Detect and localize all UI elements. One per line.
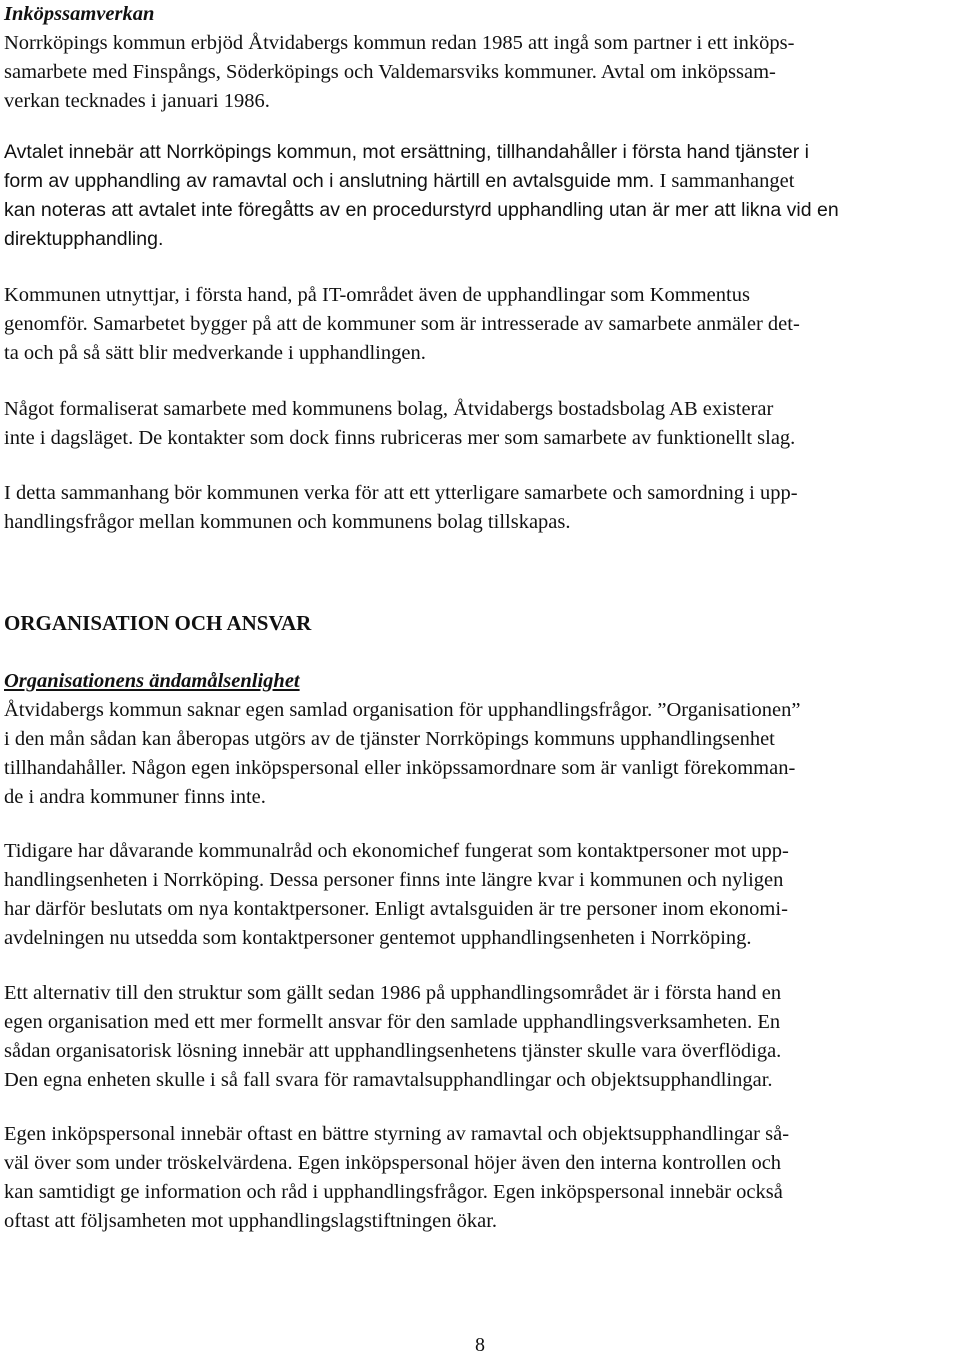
paragraph-6	[4, 696, 954, 812]
text-line: avdelningen nu utsedda som kontaktpersoner gentemot upphandlingsenheten i Norrköping.	[4, 927, 752, 949]
text-line: kan samtidigt ge information och råd i upphandlingsfrågor. Egen inköpspersonal innebär också	[4, 1181, 783, 1203]
text-line: Något formaliserat samarbete med kommunens bolag, Åtvidabergs bostadsbolag AB existerar	[4, 398, 774, 420]
text-line: handlingsfrågor mellan kommunen och kommunens bolag tillskapas.	[4, 511, 571, 533]
text-line: inte i dagsläget. De kontakter som dock finns rubriceras mer som samarbete av funktionellt slag.	[4, 427, 796, 449]
text-line: ta och på så sätt blir medverkande i upphandlingen.	[4, 342, 426, 364]
text-line: direktupphandling.	[4, 228, 164, 250]
text-segment: form av upphandling av ramavtal och i anslutning härtill en avtalsguide mm.	[4, 170, 655, 192]
text-line: Tidigare har dåvarande kommunalråd och ekonomichef fungerat som kontaktpersoner mot upp-	[4, 840, 789, 862]
section-heading-inkopssamverkan: Inköpssamverkan	[4, 3, 155, 25]
text-line-mixed	[4, 167, 954, 196]
paragraph-5	[4, 479, 954, 537]
text-segment-serif: I sammanhanget	[654, 170, 795, 192]
paragraph-2	[4, 138, 954, 254]
paragraph-4	[4, 395, 954, 453]
page-number: 8	[475, 1334, 485, 1356]
paragraph-1	[4, 29, 954, 116]
text-line: verkan tecknades i januari 1986.	[4, 90, 270, 112]
text-line: Ett alternativ till den struktur som gällt sedan 1986 på upphandlingsområdet är i första hand en	[4, 982, 782, 1004]
text-line: Norrköpings kommun erbjöd Åtvidabergs kommun redan 1985 att ingå som partner i ett inköps-	[4, 32, 795, 54]
text-line: har därför beslutats om nya kontaktpersoner. Enligt avtalsguiden är tre personer inom ekonomi-	[4, 898, 788, 920]
sub-heading-andamalsenlighet: Organisationens ändamålsenlighet	[4, 670, 300, 692]
text-line: egen organisation med ett mer formellt ansvar för den samlade upphandlingsverksamheten. En	[4, 1011, 781, 1033]
text-line: Åtvidabergs kommun saknar egen samlad organisation för upphandlingsfrågor. ”Organisationen”	[4, 699, 801, 721]
section-title-organisation: ORGANISATION OCH ANSVAR	[4, 611, 312, 635]
text-line: kan noteras att avtalet inte föregåtts av en procedurstyrd upphandling utan är mer att likna vid en	[4, 199, 839, 221]
paragraph-8	[4, 979, 954, 1095]
paragraph-3	[4, 281, 954, 368]
text-line: I detta sammanhang bör kommunen verka för att ett ytterligare samarbete och samordning i upp-	[4, 482, 798, 504]
paragraph-9	[4, 1120, 954, 1236]
text-line: Avtalet innebär att Norrköpings kommun, mot ersättning, tillhandahåller i första hand tjänster i	[4, 141, 809, 163]
text-line: tillhandahåller. Någon egen inköpspersonal eller inköpssamordnare som är vanligt förekomman-	[4, 757, 796, 779]
text-line: väl över som under tröskelvärdena. Egen inköpspersonal höjer även den interna kontrollen och	[4, 1152, 782, 1174]
text-line: de i andra kommuner finns inte.	[4, 786, 266, 808]
text-line: Kommunen utnyttjar, i första hand, på IT-området även de upphandlingar som Kommentus	[4, 284, 750, 306]
text-line: Egen inköpspersonal innebär oftast en bättre styrning av ramavtal och objektsupphandlingar så-	[4, 1123, 790, 1145]
text-line: sådan organisatorisk lösning innebär att upphandlingsenhetens tjänster skulle vara överflödiga.	[4, 1040, 782, 1062]
text-line: handlingsenheten i Norrköping. Dessa personer finns inte längre kvar i kommunen och nyligen	[4, 869, 784, 891]
text-line: Den egna enheten skulle i så fall svara för ramavtalsupphandlingar och objektsupphandlingar.	[4, 1069, 773, 1091]
text-line: genomför. Samarbetet bygger på att de kommuner som är intresserade av samarbete anmäler det-	[4, 313, 800, 335]
paragraph-7	[4, 837, 954, 953]
text-line: i den mån sådan kan åberopas utgörs av de tjänster Norrköpings kommuns upphandlingsenhet	[4, 728, 775, 750]
text-line: samarbete med Finspångs, Söderköpings och Valdemarsviks kommuner. Avtal om inköpssam-	[4, 61, 776, 83]
text-line: oftast att följsamheten mot upphandlingslagstiftningen ökar.	[4, 1210, 498, 1232]
